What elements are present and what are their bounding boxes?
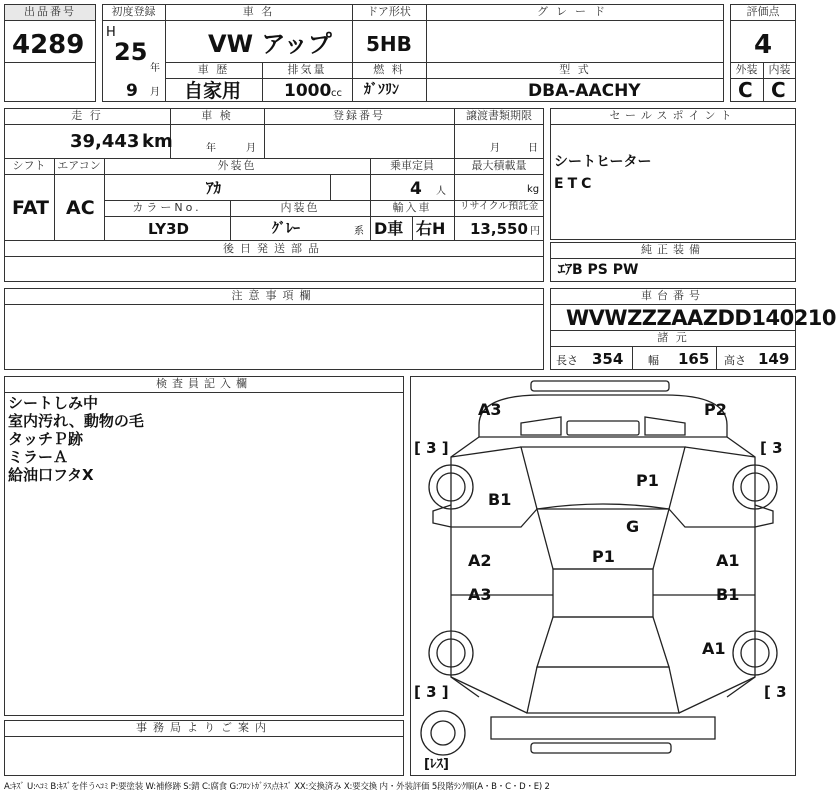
length-value: 354 [592,350,624,368]
history-value: 自家用 [184,80,242,102]
genuine-equip-label: 純正装備 [641,243,705,256]
chassis-number: WVWZZZAAZDD140210 [566,306,836,330]
height-label: 高さ [724,354,746,367]
mark-p1-roof: P1 [636,471,659,490]
mark-g: G [626,517,640,536]
first-reg-label: 初度登録 [111,5,156,18]
km-unit: km [142,131,173,152]
mark-a3-left: A3 [468,585,492,604]
fuel-label: 燃 料 [373,63,405,76]
grade-label: グレード [537,5,613,18]
tire-rear-left: [ 3 ] [414,683,449,701]
tire-front-left: [ 3 ] [414,439,449,457]
first-reg-year: 25 [114,38,148,66]
import-type: D車 [374,219,404,238]
recycle-label: リサイクル預託金 [459,201,539,212]
month-unit: 月 [150,87,160,98]
transfer-month-unit: 月 [490,143,500,154]
exterior-label: 外装 [735,63,758,76]
mileage-label: 走 行 [71,109,103,122]
kei-unit: 系 [354,226,364,237]
sales-point-2: ETC [554,176,596,192]
legend-footer: A:ｷｽﾞ U:ﾍｺﾐ B:ｷｽﾞを伴うﾍｺﾐ P:要塗装 W:補修跡 S:錆 C:腐食 G:ﾌﾛﾝﾄｶﾞﾗｽ点ｷｽﾞ XX:交換済み X:要交換 内・外装評価 5段階ﾗﾝｸ順(A・B・C・D・E) 2 [4,782,550,792]
note-1: シートしみ中 [8,394,99,412]
inspection-year-unit: 年 [206,143,216,154]
car-name-label: 車 名 [242,5,275,18]
inspector-label: 検査員記入欄 [156,377,252,390]
mark-a1-rear: A1 [702,639,726,658]
shift-value: FAT [12,197,49,219]
tire-front-right: [ 3 [760,439,783,457]
capacity-value: 4 [410,179,422,199]
yen-unit: 円 [530,226,540,237]
mark-b1-left: B1 [488,490,512,509]
width-value: 165 [678,350,710,368]
note-4: ミラーＡ [8,448,69,466]
ac-value: AC [66,197,95,219]
color-no-label: カラーNo. [132,201,202,214]
int-color-value: ｸﾞﾚｰ [272,221,300,237]
chassis-label: 車台番号 [641,289,705,302]
door-label: ドア形状 [367,5,411,18]
inspection-label: 車 検 [201,109,233,122]
note-3: タッチＰ跡 [8,430,84,448]
inspection-month-unit: 月 [246,143,256,154]
exterior-grade: C [738,78,753,102]
later-parts-label: 後日発送部品 [223,242,325,255]
ext-color-value: ｱｶ [206,179,222,197]
year-unit: 年 [150,63,160,74]
lot-label: 出品番号 [24,5,76,18]
mark-p1-hood: P1 [592,547,615,566]
spare-tire-label: [ﾚｽ] [424,757,449,772]
recycle-value: 13,550 [470,220,528,238]
office-label: 事務局よりご案内 [136,721,272,734]
model-label: 型 式 [559,63,591,76]
ac-label: エアコン [57,159,101,172]
kg-unit: kg [527,184,540,195]
first-reg-month: 9 [126,81,138,101]
mark-a2: A2 [468,551,492,570]
sales-points-box [550,108,796,240]
length-label: 長さ [556,354,578,367]
transfer-label: 譲渡書類期限 [466,109,532,122]
import-label: 輸入車 [392,201,432,214]
note-5: 給油口フタX [8,466,94,484]
car-name: VW アップ [208,30,332,58]
cc-unit: cc [331,88,342,99]
import-handle: 右H [416,219,446,238]
vehicle-diagram [410,376,796,776]
reg-no-label: 登録番号 [333,109,385,122]
mark-p2: P2 [704,400,727,419]
score-value: 4 [754,30,773,60]
mileage-value: 39,443 [70,131,140,152]
capacity-label: 乗車定員 [390,159,434,172]
interior-grade: C [771,78,786,102]
model-value: DBA-AACHY [528,81,641,101]
width-label: 幅 [648,354,659,367]
height-value: 149 [758,350,790,368]
interior-label: 内装 [768,63,791,76]
person-unit: 人 [436,186,446,197]
door-type: 5HB [366,32,412,56]
max-load-label: 最大積載量 [471,159,527,172]
specs-label: 諸 元 [657,331,689,344]
sales-point-1: シートヒーター [554,154,652,170]
int-color-label: 内装色 [280,201,320,214]
car-outline [411,377,795,775]
note-2: 室内汚れ、動物の毛 [8,412,144,430]
genuine-equip-value: ｴｱB PS PW [558,262,639,278]
sales-points-label: セールスポイント [609,109,737,122]
displacement-label: 排気量 [287,63,327,76]
era-label: H [106,25,116,40]
shift-label: シフト [12,159,46,172]
displacement-value: 1000 [284,81,332,101]
fuel-value: ｶﾞｿﾘﾝ [364,82,399,98]
mark-a1-right: A1 [716,551,740,570]
mark-a3-top: A3 [478,400,502,419]
transfer-day-unit: 日 [528,143,538,154]
score-label: 評価点 [746,5,780,18]
mark-b1-right: B1 [716,585,740,604]
tire-rear-right: [ 3 [764,683,787,701]
lot-number: 4289 [12,30,85,60]
color-no-value: LY3D [148,220,189,238]
history-label: 車 歴 [197,63,230,76]
caution-label: 注意事項欄 [231,289,317,302]
ext-color-label: 外装色 [217,159,257,172]
